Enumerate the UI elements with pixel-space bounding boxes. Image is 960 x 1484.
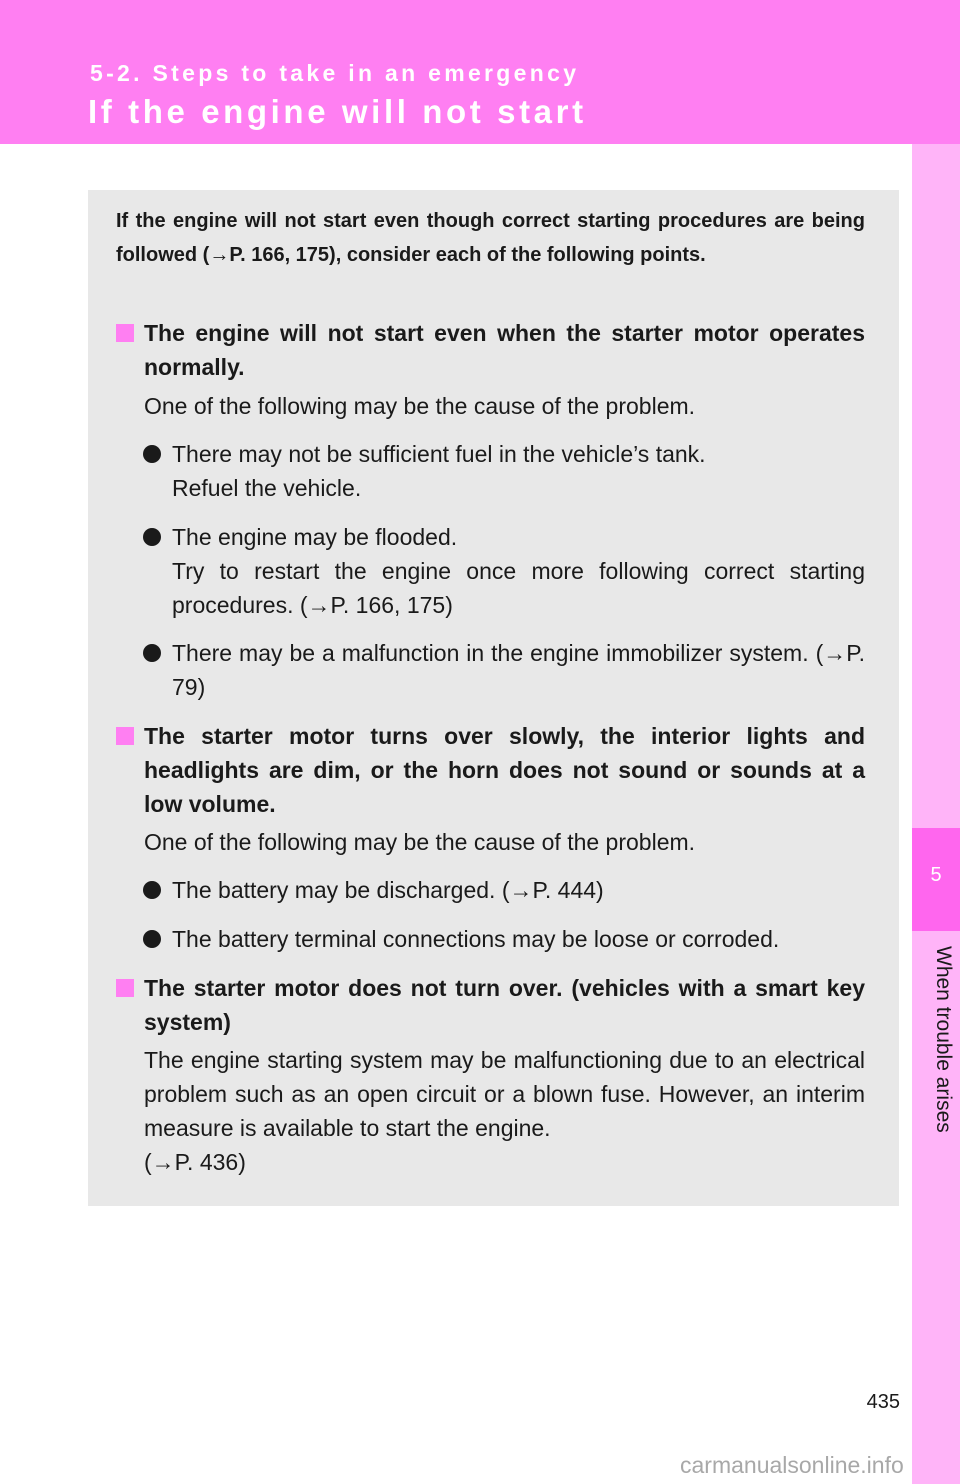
- section-heading: The starter motor turns over slowly, the interior lights and headlights are dim, or the horn does not sound or sounds at a low volume.: [144, 723, 865, 817]
- section-heading: The starter motor does not turn over. (vehicles with a smart key system): [144, 975, 865, 1035]
- chapter-title: When trouble arises: [932, 946, 955, 1133]
- chapter-tab[interactable]: [912, 828, 960, 931]
- section-lead-text: The engine starting system may be malfunctioning due to an electrical problem such as an open circuit or a blown fuse. However, an interim measure is available to start the engine.: [144, 1047, 865, 1141]
- bullet-item: [172, 873, 865, 907]
- bullet-line: There may not be sufficient fuel in the vehicle’s tank.: [172, 441, 706, 467]
- watermark-link[interactable]: carmanualsonline.info: [680, 1452, 904, 1478]
- page-number: 435: [866, 1391, 900, 1413]
- bullet-item: [172, 922, 865, 956]
- square-bullet-icon: [116, 324, 134, 342]
- section-label: 5-2. Steps to take in an emergency: [90, 60, 580, 86]
- bullet-line: Try to restart the engine once more following correct starting procedures. (→P. 166, 175): [172, 558, 865, 618]
- chapter-side-strip: [912, 144, 960, 1484]
- section-lead: One of the following may be the cause of the problem.: [144, 393, 696, 419]
- round-bullet-icon: [143, 644, 161, 662]
- bullet-line: Refuel the vehicle.: [172, 475, 362, 501]
- square-bullet-icon: [116, 979, 134, 997]
- bullet-line: The battery may be discharged. (→P. 444): [172, 877, 604, 903]
- section-heading: The engine will not start even when the starter motor operates normally.: [144, 320, 865, 380]
- round-bullet-icon: [143, 881, 161, 899]
- round-bullet-icon: [143, 528, 161, 546]
- bullet-line: The battery terminal connections may be loose or corroded.: [172, 926, 780, 952]
- intro-text: If the engine will not start even though correct starting procedures are being followed (→P. 166, 175), consider each of the following points.: [116, 210, 865, 266]
- bullet-line: There may be a malfunction in the engine immobilizer system. (→P. 79): [172, 640, 865, 700]
- bullet-item: [172, 520, 865, 622]
- round-bullet-icon: [143, 445, 161, 463]
- bullet-line: The engine may be flooded.: [172, 524, 458, 550]
- round-bullet-icon: [143, 930, 161, 948]
- page-reference: (→P. 436): [144, 1149, 246, 1175]
- square-bullet-icon: [116, 727, 134, 745]
- section-lead: [144, 1043, 865, 1179]
- bullet-item: [172, 437, 865, 505]
- chapter-number: 5: [930, 864, 942, 886]
- bullet-item: [172, 636, 865, 704]
- section-lead: One of the following may be the cause of the problem.: [144, 829, 696, 855]
- page-title: If the engine will not start: [88, 93, 587, 130]
